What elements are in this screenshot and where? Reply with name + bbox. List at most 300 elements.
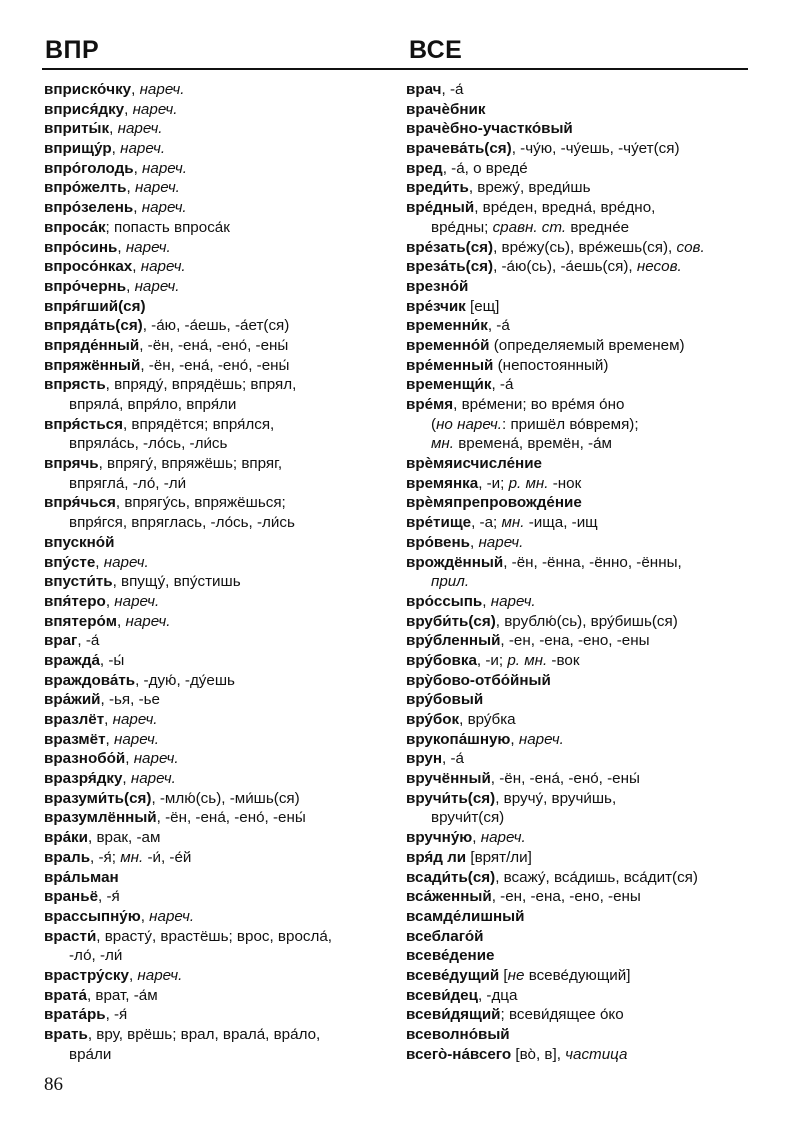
entry-line [406, 238, 756, 258]
entry-text: , [117, 612, 126, 630]
entry-text: вра́ли [69, 1045, 112, 1063]
entry-line [406, 671, 756, 691]
entry-text: , вручу́, вручи́шь, [495, 789, 617, 807]
entry-line [406, 159, 756, 179]
entry-line [406, 533, 756, 553]
entry-label: нареч. [142, 159, 187, 177]
entry-line [406, 690, 756, 710]
entry-headword: вручённый [406, 770, 491, 788]
header-left-guide-word: ВПР [45, 36, 100, 64]
entry-line [406, 710, 756, 730]
entry-line [44, 690, 399, 710]
entry-line [44, 651, 399, 671]
entry-text: -и́, -е́й [143, 848, 192, 866]
entry-line [44, 1005, 399, 1025]
entry-label: нареч. [112, 711, 158, 728]
entry-headword: вручну́ю [406, 829, 473, 847]
entry-headword: вре́мя [406, 396, 454, 413]
entry-label: сравн. ст. [492, 218, 567, 236]
entry-headword: врачѐбник [406, 100, 486, 118]
entry-text: , [109, 120, 118, 138]
entry-headword: всеве́дущий [406, 966, 500, 984]
entry-line [406, 375, 756, 395]
entry-text: вредне́е [566, 218, 630, 236]
entry-line [44, 336, 399, 356]
entry-headword: временни́к [406, 317, 488, 335]
entry-line [44, 612, 399, 632]
entry-line [44, 907, 399, 927]
entry-text: , -а́ [442, 750, 464, 768]
entry-headword: врата́ [44, 986, 87, 1004]
entry-label: нареч. [130, 770, 176, 788]
entry-line [44, 808, 399, 828]
entry-label: нареч. [480, 829, 526, 847]
entry-line [406, 966, 756, 986]
entry-headword: вру́бовый [406, 691, 484, 709]
entry-line [44, 100, 399, 120]
entry-text: , врак, -ам [88, 829, 161, 847]
entry-text: , врублю́(сь), вру́бишь(ся) [495, 612, 678, 630]
entry-label: нареч. [137, 966, 183, 984]
entry-text: , -а́ [491, 376, 514, 394]
entry-text: , -ья, -ье [100, 691, 161, 709]
entry-headword: вре́зать(ся) [406, 238, 494, 256]
entry-headword: вру́бок [406, 711, 460, 728]
entry-text: , -я́; [90, 848, 121, 866]
entry-text: , [124, 100, 133, 118]
entry-line [44, 1045, 399, 1065]
entry-label: нареч. [134, 179, 180, 197]
entry-headword: впряжённый [44, 356, 141, 374]
entry-headword: впросо́нках [44, 258, 133, 276]
entry-text: , -и; [476, 651, 508, 669]
entry-line [406, 474, 756, 494]
entry-headword: впряда́ть(ся) [44, 317, 143, 335]
entry-line [44, 454, 399, 474]
entry-headword: вразумлённый [44, 809, 157, 827]
entry-text: -ло́, -ли́ [69, 947, 123, 965]
entry-headword: всеви́дящий [406, 1006, 501, 1024]
entry-text: , [132, 258, 141, 276]
entry-line [406, 808, 756, 828]
entry-label: сов. [676, 238, 705, 256]
header-rule [42, 68, 748, 70]
entry-label: не [507, 966, 525, 984]
entry-line [44, 434, 399, 454]
entry-label: частица [565, 1045, 628, 1063]
entry-headword: вручи́ть(ся) [406, 789, 496, 807]
entry-headword: врассыпну́ю [44, 907, 141, 925]
entry-headword: впро́голодь [44, 159, 134, 177]
entry-line [406, 612, 756, 632]
entry-label: нареч. [518, 730, 564, 748]
entry-text: , -ы́ [99, 651, 125, 669]
entry-text: , вру, врёшь; врал, врала́, вра́ло, [87, 1026, 321, 1043]
entry-label: нареч. [132, 100, 178, 118]
entry-headword: врачѐбно-участко́вый [406, 120, 573, 138]
entry-line [44, 277, 399, 297]
entry-headword: врачева́ть(ся) [406, 140, 512, 158]
entry-line [406, 454, 756, 474]
entry-text: , -ён, -ённа, -ённо, -ённы, [503, 553, 682, 571]
entry-line [406, 828, 756, 848]
entry-headword: времянка [406, 474, 479, 492]
entry-headword: впрясть [44, 376, 106, 394]
entry-headword: врѐмяпрепровожде́ние [406, 494, 582, 512]
entry-headword: врата́рь [44, 1006, 106, 1024]
entry-headword: вразмёт [44, 730, 106, 748]
entry-headword: временно́й [406, 336, 490, 354]
entry-label: нареч. [103, 553, 149, 571]
entry-line [44, 159, 399, 179]
entry-headword: вразуми́ть(ся) [44, 789, 152, 807]
entry-text: [ [499, 966, 508, 984]
entry-headword: вразлёт [44, 711, 105, 728]
entry-headword: вприско́чку [44, 81, 132, 98]
entry-line [44, 887, 399, 907]
entry-text: , вре́ден, вредна́, вре́дно, [474, 199, 656, 217]
entry-label: нареч. [141, 199, 187, 217]
entry-headword: всеви́дец [406, 986, 478, 1004]
entry-text: (непостоянный) [493, 356, 609, 374]
entry-text: , -ён, -ена́, -ено́, -ены́ [139, 336, 289, 354]
entry-text: : пришёл во́время); [502, 415, 639, 433]
entry-headword: впускно́й [44, 533, 115, 551]
entry-text: , [140, 907, 150, 925]
entry-line [44, 671, 399, 691]
entry-text: , вре́жу(сь), вре́жешь(ся), [493, 238, 677, 256]
entry-text: времена́, времён, -а́м [454, 435, 612, 453]
entry-text: , вру́бка [459, 711, 516, 728]
entry-text: , -чу́ю, -чу́ешь, -чу́ет(ся) [511, 140, 680, 158]
entry-line [44, 513, 399, 533]
entry-text: , [510, 730, 519, 748]
entry-headword: вприся́дку [44, 100, 125, 118]
entry-text: , врасту́, врастёшь; врос, вросла́, [96, 927, 333, 945]
entry-headword: впя́теро [44, 592, 106, 610]
entry-text: , [133, 199, 142, 217]
entry-text: , -ен, -ена, -ено, -ены [491, 888, 641, 906]
entry-line [44, 533, 399, 553]
entry-text: , впрягу́, впряжёшь; впряг, [98, 455, 283, 473]
entry-text: , [128, 966, 138, 984]
entry-line [406, 907, 756, 927]
entry-line [406, 769, 756, 789]
entry-line [406, 119, 756, 139]
entry-headword: впро́желть [44, 179, 127, 197]
entry-headword: впря́гший(ся) [44, 297, 146, 315]
entry-line [44, 1025, 399, 1045]
entry-line [406, 100, 756, 120]
entry-text: -нок [548, 474, 582, 492]
entry-headword: вра́жий [44, 691, 101, 709]
entry-line [406, 1025, 756, 1045]
entry-label: нареч. [125, 238, 171, 256]
entry-line [44, 297, 399, 317]
entry-label: р. мн. [508, 474, 549, 492]
entry-headword: врастру́ску [44, 966, 129, 984]
entry-label: мн. [501, 514, 525, 532]
entry-label: прил. [431, 573, 470, 591]
entry-headword: впря́чься [44, 494, 116, 512]
entry-text: ( [431, 415, 437, 433]
entry-line [406, 986, 756, 1006]
entry-headword: вре́дный [406, 199, 475, 217]
entry-line [44, 375, 399, 395]
entry-text: , [111, 140, 121, 158]
entry-text: , [131, 81, 140, 98]
entry-text: , -я́ [98, 888, 120, 906]
entry-text: , -и; [478, 474, 509, 492]
entry-line [406, 415, 756, 435]
entry-text: -вок [547, 651, 580, 669]
entry-text: , -ён, -ена́, -ено́, -ены́ [490, 770, 640, 788]
entry-text: , -а́ю(сь), -а́ешь(ся), [493, 258, 637, 276]
entry-headword: впря́сться [44, 415, 123, 433]
entry-headword: вре́тище [406, 514, 472, 532]
entry-text: , -млю́(сь), -ми́шь(ся) [151, 789, 300, 807]
entry-text: , вре́мени; во вре́мя о́но [453, 396, 625, 413]
entry-label: нареч. [117, 120, 163, 138]
entry-headword: всеблаго́й [406, 927, 484, 945]
entry-label: нареч. [114, 730, 159, 748]
entry-text: всеве́дующий] [524, 966, 631, 984]
entry-headword: всади́ть(ся) [406, 868, 496, 886]
entry-line [406, 395, 756, 415]
entry-text: , -ён, -ена́, -ено́, -ены́ [156, 809, 306, 827]
entry-text: , -а́, о вреде́ [442, 159, 528, 177]
entry-headword: вру́бовка [406, 651, 477, 669]
entry-text: , [482, 592, 491, 610]
entry-line [44, 848, 399, 868]
entry-text: , [125, 750, 134, 768]
entry-line [406, 80, 756, 100]
entry-line [406, 553, 756, 573]
entry-line [44, 710, 399, 730]
entry-line [406, 316, 756, 336]
entry-headword: вред [406, 159, 443, 177]
entry-text: , -а́ [77, 632, 100, 650]
entry-text: вручи́т(ся) [431, 809, 505, 827]
entry-headword: впряде́нный [44, 336, 140, 354]
entry-headword: врасти́ [44, 927, 97, 945]
entry-line [44, 789, 399, 809]
entry-headword: вря́д ли [406, 848, 467, 866]
entry-text: [врят/ли] [466, 848, 532, 866]
entry-line [44, 553, 399, 573]
entry-text: , -ен, -ена, -ено, -ены [500, 632, 650, 650]
entry-headword: врач [406, 81, 442, 98]
entry-line [44, 730, 399, 750]
entry-headword: вра́ки [44, 829, 88, 847]
running-header [42, 36, 752, 68]
header-right-guide-word: ВСЕ [409, 36, 463, 64]
entry-text: впряла́сь, -ло́сь, -ли́сь [69, 435, 228, 453]
entry-line [44, 198, 399, 218]
entry-text: , [133, 159, 143, 177]
entry-line [44, 474, 399, 494]
entry-headword: вро́ссыпь [406, 592, 483, 610]
entry-line [44, 986, 399, 1006]
entry-label: нареч. [114, 592, 160, 610]
entry-text: , впрядётся; впря́лся, [122, 415, 275, 433]
entry-headword: впусти́ть [44, 573, 113, 591]
entry-text: , врат, -а́м [86, 986, 158, 1004]
entry-line [44, 927, 399, 947]
entry-line [44, 769, 399, 789]
entry-text: (определяемый временем) [489, 336, 685, 354]
entry-label: нареч. [140, 258, 186, 276]
entry-text: , впущу́, впу́стишь [112, 573, 241, 591]
entry-label: мн. [431, 435, 454, 453]
entry-text: , [105, 730, 114, 748]
left-column [44, 80, 399, 1064]
entry-headword: вре́менный [406, 356, 494, 374]
entry-text: , [95, 553, 104, 571]
entry-line [406, 887, 756, 907]
entry-headword: вруби́ть(ся) [406, 612, 496, 630]
entry-headword: вражда́ [44, 651, 100, 669]
entry-headword: впроса́к [44, 218, 106, 236]
entry-headword: враль [44, 848, 91, 866]
entry-line [44, 395, 399, 415]
entry-text: , [126, 179, 135, 197]
entry-text: , врежу́, вреди́шь [468, 179, 591, 197]
entry-line [406, 336, 756, 356]
entry-text: , -я́ [105, 1006, 128, 1024]
entry-label: нареч. [134, 277, 180, 295]
entry-text: , [122, 770, 131, 788]
entry-headword: всего̀-на́всего [406, 1045, 512, 1063]
entry-text: [во̀, в], [511, 1045, 566, 1063]
entry-line [406, 848, 756, 868]
entry-text: впряла́, впря́ло, впря́ли [69, 396, 237, 413]
entry-label: нареч. [139, 81, 185, 98]
entry-line [406, 572, 756, 592]
entry-line [406, 178, 756, 198]
entry-headword: враждова́ть [44, 671, 136, 689]
entry-label: р. мн. [507, 651, 548, 669]
entry-line [44, 946, 399, 966]
entry-label: мн. [120, 848, 144, 866]
entry-text: , -дую́, -ду́ешь [135, 671, 235, 689]
entry-line [406, 789, 756, 809]
entry-text: , [126, 277, 135, 295]
entry-headword: вразря́дку [44, 770, 123, 788]
entry-line [44, 316, 399, 336]
entry-text: , -ён, -ена́, -ено́, -ены́ [140, 356, 290, 374]
entry-line [406, 730, 756, 750]
entry-line [44, 749, 399, 769]
entry-line [44, 119, 399, 139]
entry-label: нареч. [478, 533, 524, 551]
entry-headword: вса́женный [406, 888, 492, 906]
entry-headword: врукопа́шную [406, 730, 511, 748]
entry-line [406, 198, 756, 218]
entry-headword: вприщу́р [44, 140, 112, 158]
entry-text: , [117, 238, 126, 256]
entry-headword: вру́бленный [406, 632, 501, 650]
page-number: 86 [44, 1074, 63, 1095]
entry-text: , -а́ [441, 81, 464, 98]
entry-headword: всамде́лишный [406, 907, 525, 925]
entry-headword: вра́льман [44, 868, 119, 886]
entry-text: ; попасть впроса́к [105, 218, 230, 236]
entry-line [406, 651, 756, 671]
entry-headword: всеволно́вый [406, 1026, 510, 1043]
entry-line [44, 493, 399, 513]
entry-line [406, 513, 756, 533]
entry-line [406, 868, 756, 888]
entry-text: , -дца [477, 986, 518, 1004]
entry-headword: вре́зчик [406, 297, 466, 315]
entry-label: нареч. [125, 612, 171, 630]
entry-line [44, 572, 399, 592]
entry-headword: впро́синь [44, 238, 118, 256]
entry-line [406, 257, 756, 277]
entry-line [406, 592, 756, 612]
entry-line [406, 297, 756, 317]
entry-text: , [104, 711, 113, 728]
entry-label: нареч. [149, 907, 195, 925]
entry-line [406, 1045, 756, 1065]
entry-headword: вреди́ть [406, 179, 469, 197]
entry-line [406, 218, 756, 238]
entry-text: , -а́ю, -а́ешь, -а́ет(ся) [142, 317, 290, 335]
entry-label: нареч. [133, 750, 179, 768]
entry-line [44, 356, 399, 376]
entry-headword: впу́сте [44, 553, 96, 571]
entry-line [406, 749, 756, 769]
entry-line [44, 257, 399, 277]
entry-line [44, 868, 399, 888]
entry-headword: вразнобо́й [44, 750, 126, 768]
entry-headword: временщи́к [406, 376, 492, 394]
entry-line [406, 946, 756, 966]
entry-line [406, 493, 756, 513]
entry-label: нареч. [120, 140, 166, 158]
entry-line [44, 80, 399, 100]
entry-line [44, 631, 399, 651]
entry-headword: вприты́к [44, 120, 110, 138]
entry-headword: вро́вень [406, 533, 470, 551]
entry-line [44, 592, 399, 612]
entry-line [44, 139, 399, 159]
entry-text: , всажу́, вса́дишь, вса́дит(ся) [495, 868, 698, 886]
entry-headword: впро́зелень [44, 199, 134, 217]
entry-line [406, 927, 756, 947]
entry-label: нареч. [490, 592, 536, 610]
entry-line [44, 415, 399, 435]
entry-line [406, 139, 756, 159]
entry-text: , [105, 592, 115, 610]
entry-line [406, 434, 756, 454]
entry-headword: враг [44, 632, 78, 650]
entry-label: несов. [636, 258, 682, 276]
entry-line [44, 178, 399, 198]
entry-headword: вреза́ть(ся) [406, 258, 494, 276]
entry-headword: врать [44, 1026, 88, 1043]
entry-headword: враньё [44, 888, 99, 906]
entry-headword: всеве́дение [406, 947, 495, 965]
entry-headword: впятеро́м [44, 612, 118, 630]
entry-line [44, 966, 399, 986]
entry-text: , [469, 533, 479, 551]
entry-text: -ища, -ищ [524, 514, 598, 532]
entry-headword: впрячь [44, 455, 99, 473]
entry-label: но нареч. [436, 415, 503, 433]
entry-text: впрягла́, -ло́, -ли́ [69, 474, 187, 492]
